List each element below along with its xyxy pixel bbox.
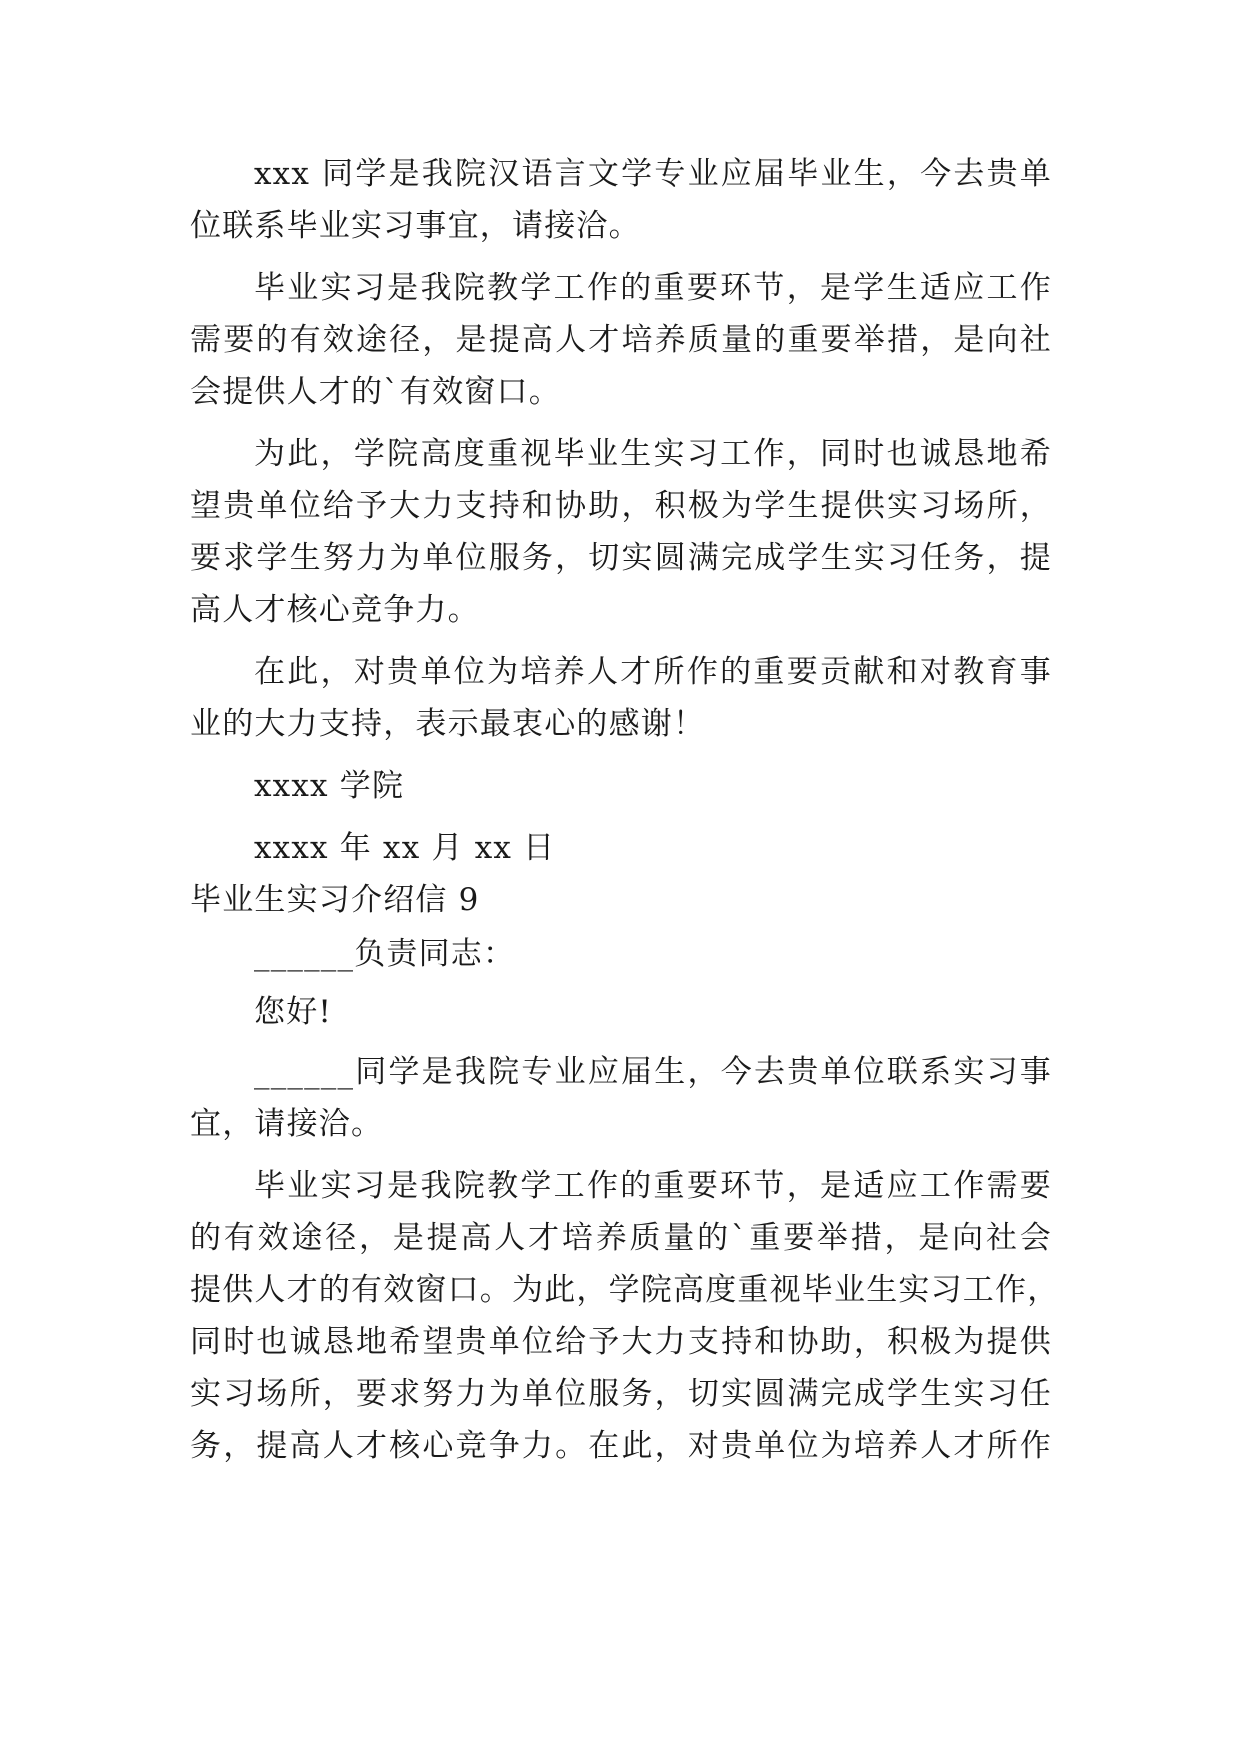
paragraph-line: 的有效途径，是提高人才培养质量的`重要举措，是向社会	[190, 1220, 1052, 1256]
signature-institution: xxxx 学院	[254, 768, 405, 804]
paragraph-line: ______同学是我院专业应届生，今去贵单位联系实习事	[254, 1054, 1052, 1090]
paragraph-line: 为此，学院高度重视毕业生实习工作，同时也诚恳地希	[254, 436, 1052, 472]
salutation: ______负责同志：	[254, 936, 516, 972]
paragraph-line: 毕业实习是我院教学工作的重要环节，是适应工作需要	[254, 1168, 1052, 1204]
paragraph-line: 望贵单位给予大力支持和协助，积极为学生提供实习场所，	[190, 488, 1052, 524]
paragraph-line: 要求学生努力为单位服务，切实圆满完成学生实习任务，提	[190, 540, 1052, 576]
paragraph-line: xxx 同学是我院汉语言文学专业应届毕业生，今去贵单	[254, 156, 1052, 192]
paragraph-line: 宜，请接洽。	[190, 1106, 384, 1142]
paragraph-line: 需要的有效途径，是提高人才培养质量的重要举措，是向社	[190, 322, 1052, 358]
paragraph-line: 高人才核心竞争力。	[190, 592, 480, 628]
paragraph-line: 在此，对贵单位为培养人才所作的重要贡献和对教育事	[254, 654, 1052, 690]
signature-date: xxxx 年 xx 月 xx 日	[254, 830, 556, 866]
paragraph-line: 毕业实习是我院教学工作的重要环节，是学生适应工作	[254, 270, 1052, 306]
paragraph-line: 务，提高人才核心竞争力。在此，对贵单位为培养人才所作	[190, 1428, 1052, 1464]
paragraph-line: 提供人才的有效窗口。为此，学院高度重视毕业生实习工作，	[190, 1272, 1060, 1308]
section-title: 毕业生实习介绍信 9	[190, 882, 480, 918]
paragraph-line: 会提供人才的`有效窗口。	[190, 374, 561, 410]
paragraph-line: 实习场所，要求努力为单位服务，切实圆满完成学生实习任	[190, 1376, 1052, 1412]
paragraph-line: 同时也诚恳地希望贵单位给予大力支持和协助，积极为提供	[190, 1324, 1052, 1360]
greeting: 您好!	[254, 994, 333, 1030]
paragraph-line: 业的大力支持，表示最衷心的感谢！	[190, 706, 706, 742]
paragraph-line: 位联系毕业实习事宜，请接洽。	[190, 208, 641, 244]
